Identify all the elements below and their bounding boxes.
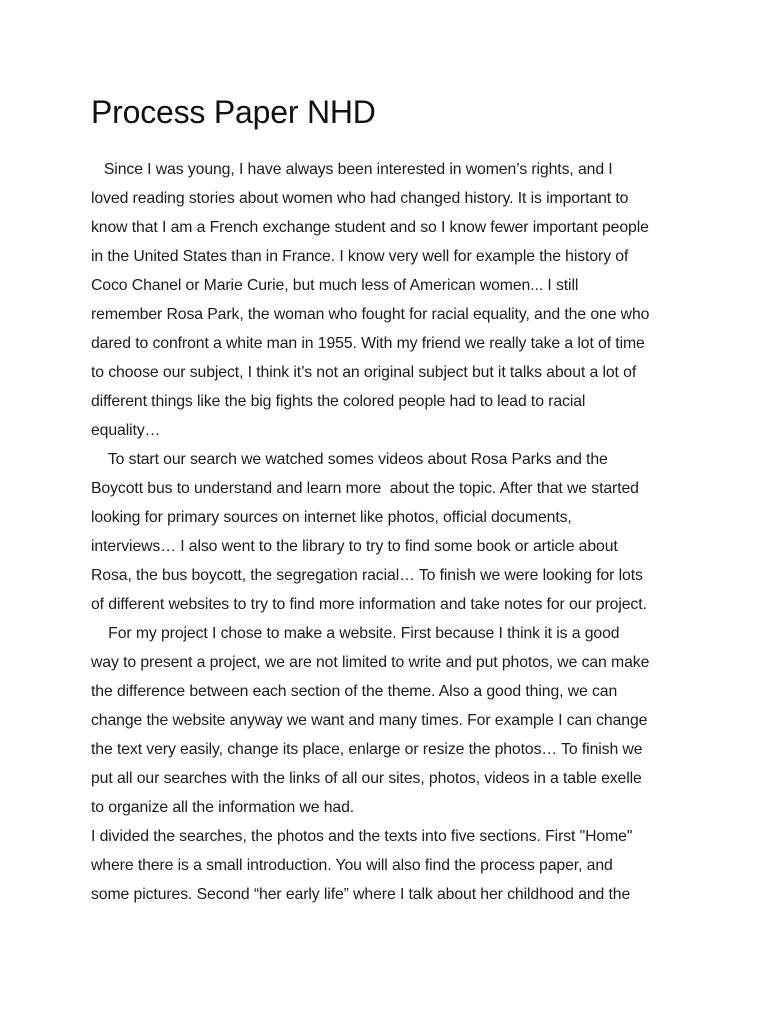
text-line: Rosa, the bus boycott, the segregation racial… To finish we were looking for lots: [91, 567, 643, 584]
text-line: Boycott bus to understand and learn more about the topic. After that we started: [91, 480, 639, 497]
text-line: way to present a project, we are not limited to write and put photos, we can make: [91, 654, 650, 671]
text-line: in the United States than in France. I know very well for example the history of: [91, 248, 629, 265]
text-line: of different websites to try to find more information and take notes for our project.: [91, 596, 647, 613]
text-line: know that I am a French exchange student and so I know fewer important people: [91, 219, 649, 236]
text-line: For my project I chose to make a website. First because I think it is a good: [91, 625, 620, 642]
text-line: different things like the big fights the colored people had to lead to racial: [91, 393, 586, 410]
text-line: interviews… I also went to the library to try to find some book or article about: [91, 538, 618, 555]
text-line: Coco Chanel or Marie Curie, but much less of American women... I still: [91, 277, 579, 294]
text-line: to organize all the information we had.: [91, 799, 355, 816]
text-line: to choose our subject, I think it’s not an original subject but it talks about a lot of: [91, 364, 637, 381]
text-line: put all our searches with the links of all our sites, photos, videos in a table exelle: [91, 770, 642, 787]
document-body: [91, 155, 691, 909]
text-line: the text very easily, change its place, enlarge or resize the photos… To finish we: [91, 741, 643, 758]
text-line: dared to confront a white man in 1955. With my friend we really take a lot of time: [91, 335, 645, 352]
document-title: Process Paper NHD: [91, 94, 376, 130]
text-line: change the website anyway we want and many times. For example I can change: [91, 712, 648, 729]
text-line: loved reading stories about women who had changed history. It is important to: [91, 190, 629, 207]
text-line: equality…: [91, 422, 161, 439]
text-line: looking for primary sources on internet like photos, official documents,: [91, 509, 572, 526]
text-line: remember Rosa Park, the woman who fought for racial equality, and the one who: [91, 306, 650, 323]
text-line: I divided the searches, the photos and the texts into five sections. First "Home": [91, 828, 633, 845]
text-line: the difference between each section of the theme. Also a good thing, we can: [91, 683, 618, 700]
text-line: some pictures. Second “her early life” where I talk about her childhood and the: [91, 886, 631, 903]
text-line: Since I was young, I have always been interested in women’s rights, and I: [91, 161, 613, 178]
text-line: where there is a small introduction. You will also find the process paper, and: [91, 857, 613, 874]
text-line: To start our search we watched somes videos about Rosa Parks and the: [91, 451, 608, 468]
